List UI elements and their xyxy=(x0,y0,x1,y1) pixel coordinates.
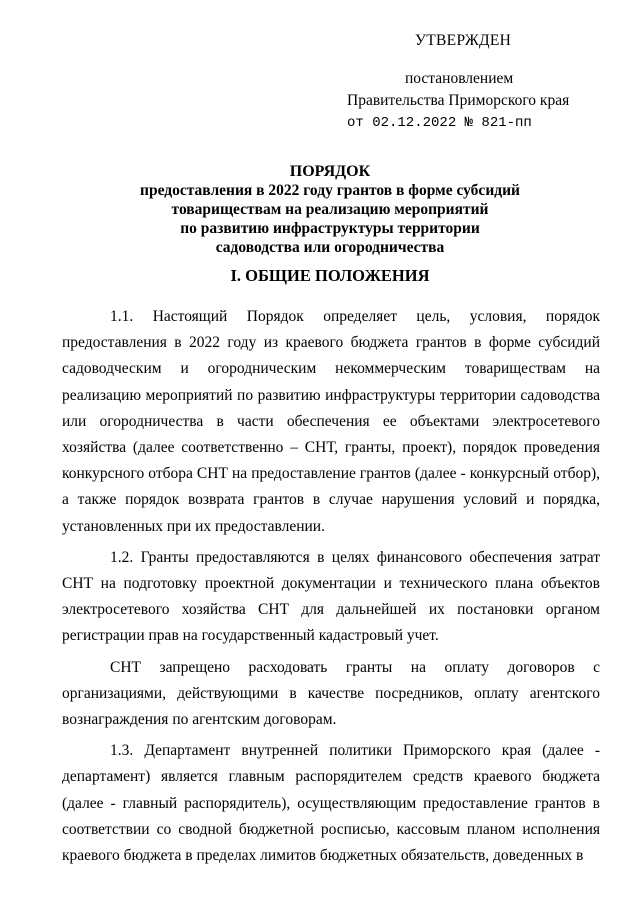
approval-stamp xyxy=(347,30,597,134)
paragraph-1-2: 1.2. Гранты предоставляются в целях финансового обеспечения затрат СНТ на подготовку проектной документации и технического плана объектов электросетевого хозяйства СНТ для дальнейшей их постановки органом регистрации прав на государственный кадастровый учет. xyxy=(62,548,600,645)
title-main: ПОРЯДОК xyxy=(289,163,371,180)
approval-line-2: Правительства Приморского края xyxy=(347,92,570,109)
paragraph-1-1: 1.1. Настоящий Порядок определяет цель, условия, порядок предоставления в 2022 году из краевого бюджета грантов в форме субсидий садоводческим и огородническим некоммерческим товариществам на реализацию мероприятий по развитию инфраструктуры территории садоводства или огородничества в части обеспечения ее объектами электросетевого хозяйства (далее соответственно – СНТ, гранты, проект), порядок проведения конкурсного отбора СНТ на предоставление грантов (далее - конкурсный отбор), а также порядок возврата грантов в случае нарушения условий и порядка, установленных при их предоставлении. xyxy=(62,308,600,535)
approval-heading: УТВЕРЖДЕН xyxy=(415,32,512,49)
title-line-4: садоводства или огородничества xyxy=(215,239,445,256)
approval-decree-number: от 02.12.2022 № 821-пп xyxy=(347,115,532,131)
approval-line-1: постановлением xyxy=(405,70,514,87)
paragraph-1-3: 1.3. Департамент внутренней политики Приморского края (далее - департамент) является главным распорядителем средств краевого бюджета (далее - главный распорядитель), осуществляющим предоставление грантов в соответствии со сводной бюджетной росписью, кассовым планом исполнения краевого бюджета в пределах лимитов бюджетных обязательств, доведенных в xyxy=(62,742,600,865)
paragraph-snt-restriction: СНТ запрещено расходовать гранты на оплату договоров с организациями, действующими в качестве посредников, оплату агентского вознаграждения по агентским договорам. xyxy=(62,658,600,729)
title-line-2: товариществам на реализацию мероприятий xyxy=(171,201,489,218)
section-heading: I. ОБЩИЕ ПОЛОЖЕНИЯ xyxy=(230,266,430,285)
document-body xyxy=(62,304,600,874)
title-line-3: по развитию инфраструктуры территории xyxy=(180,220,480,237)
document-title xyxy=(60,162,600,257)
title-line-1: предоставления в 2022 году грантов в форме субсидий xyxy=(140,182,520,199)
